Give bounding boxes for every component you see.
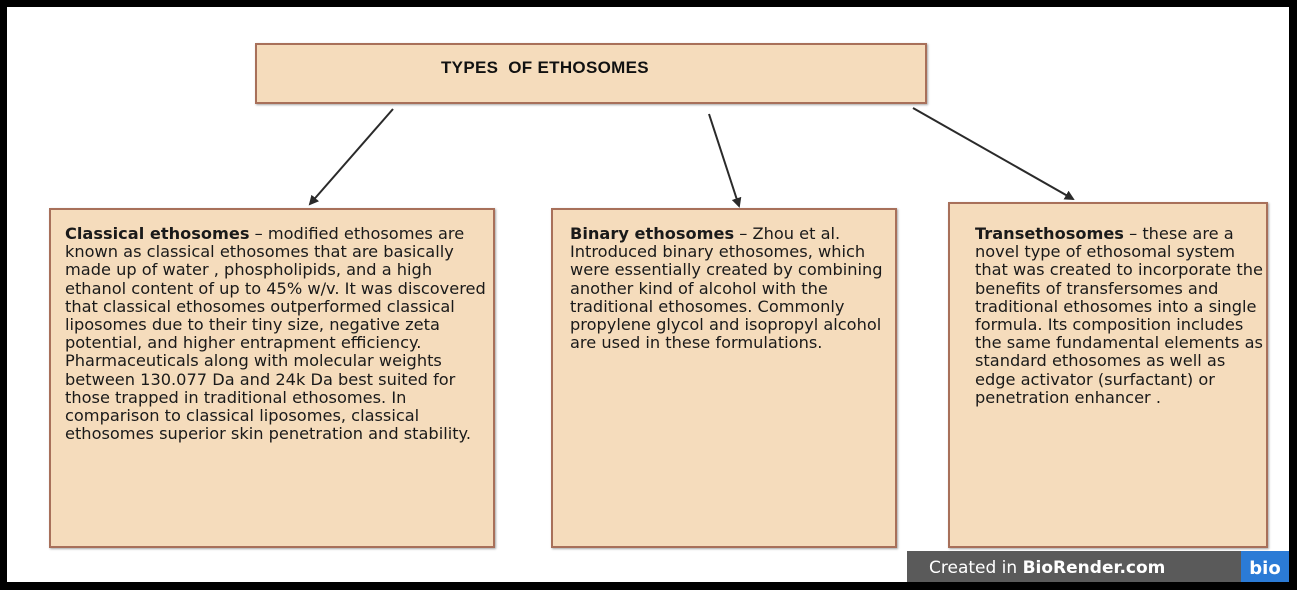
card-transethosomes	[948, 202, 1268, 548]
watermark-prefix: Created in	[929, 558, 1023, 578]
card-heading: Transethosomes	[975, 224, 1124, 243]
diagram-canvas	[7, 7, 1289, 582]
card-body: – modified ethosomes are known as classical ethosomes that are basically made up of water , phospholipids, and a high ethanol content of up to 45% w/v. It was discovered that classical ethosomes outperformed classical liposomes due to their tiny size, negative zeta potential, and higher entrapment efficiency. Pharmaceuticals along with molecular weights between 130.077 Da and 24k Da best suited for those trapped in traditional ethosomes. In comparison to classical liposomes, classical ethosomes superior skin penetration and stability.	[65, 224, 486, 444]
biorender-watermark[interactable]	[907, 551, 1289, 582]
diagram-title: TYPES OF ETHOSOMES	[441, 58, 649, 77]
arrow-to-classical	[310, 109, 393, 204]
arrow-to-binary	[709, 114, 739, 206]
card-text	[65, 225, 493, 443]
card-body: – these are a novel type of ethosomal system that was created to incorporate the benefits of transfersomes and traditional ethosomes into a single formula. Its composition includes the same fundamental elements as standard ethosomes as well as edge activator (surfactant) or penetration enhancer .	[975, 224, 1263, 407]
card-heading: Binary ethosomes	[570, 224, 735, 243]
card-text	[975, 225, 1267, 407]
card-text	[570, 225, 890, 352]
card-heading: Classical ethosomes	[65, 224, 250, 243]
card-binary-ethosomes	[551, 208, 897, 548]
watermark-brand: BioRender.com	[1022, 558, 1166, 578]
watermark-text	[907, 558, 1241, 578]
card-body: – Zhou et al. Introduced binary ethosomes, which were essentially created by combining another kind of alcohol with the traditional ethosomes. Commonly propylene glycol and isopropyl alcohol are used in these formulations.	[570, 224, 883, 353]
arrow-to-transethosomes	[913, 108, 1073, 199]
card-classical-ethosomes	[49, 208, 495, 548]
biorender-logo-icon: bio	[1241, 551, 1289, 582]
